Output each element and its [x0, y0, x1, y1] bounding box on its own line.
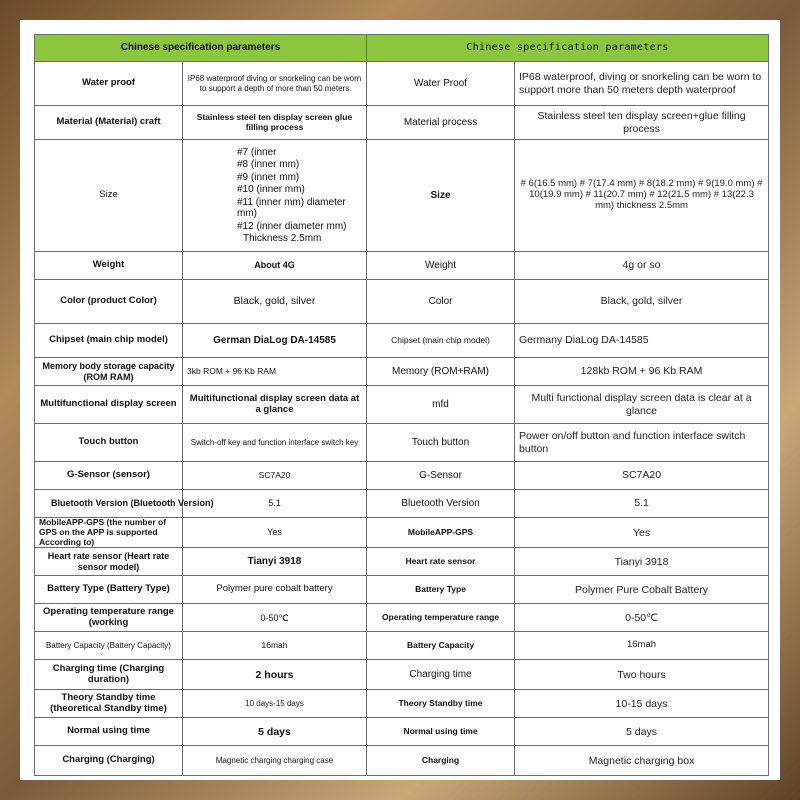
table-row	[35, 424, 769, 462]
row-label-en: Battery Capacity	[367, 632, 515, 660]
row-label: Bluetooth Version (Bluetooth Version)	[35, 490, 183, 518]
row-value: 10 days-15 days	[183, 690, 367, 718]
row-label-en: Charging	[367, 746, 515, 776]
row-value-en: 128kb ROM + 96 Kb RAM	[515, 358, 769, 386]
row-value: 5 days	[183, 718, 367, 746]
row-label: Multifunctional display screen	[35, 386, 183, 424]
row-value-en: 5.1	[515, 490, 769, 518]
row-label-en: Chipset (main chip model)	[367, 324, 515, 358]
size-item: #12 (inner diameter mm)	[237, 220, 347, 232]
row-label: MobileAPP-GPS (the number of GPS on the APP is supported According to)	[35, 518, 183, 548]
size-item: #11 (inner mm) diameter mm)	[237, 196, 346, 219]
row-value: SC7A20	[183, 462, 367, 490]
row-value: Tianyi 3918	[183, 548, 367, 576]
row-label-en: Water Proof	[367, 62, 515, 106]
row-label-en: Memory (ROM+RAM)	[367, 358, 515, 386]
row-label: Touch button	[35, 424, 183, 462]
row-label-en: Bluetooth Version	[367, 490, 515, 518]
row-value-en: 10-15 days	[515, 690, 769, 718]
row-label-en: Battery Type	[367, 576, 515, 604]
row-label: Weight	[35, 252, 183, 280]
row-value-en: Germany DiaLog DA-14585	[515, 324, 769, 358]
header-right: Chinese specification parameters	[367, 35, 769, 62]
row-label: Material (Material) craft	[35, 106, 183, 140]
table-row	[35, 462, 769, 490]
size-item: #8 (inner mm)	[237, 159, 300, 170]
row-label: Water proof	[35, 62, 183, 106]
row-value-en: 4g or so	[515, 252, 769, 280]
row-label: Battery Type (Battery Type)	[35, 576, 183, 604]
row-value-en: # 6(16.5 mm) # 7(17.4 mm) # 8(18.2 mm) # 9(19.0 mm) # 10(19.9 mm) # 11(20.7 mm) # 12(21.5 mm) # 13(22.3 mm) thickness 2.5mm	[515, 140, 769, 252]
row-label-en: Size	[367, 140, 515, 252]
row-label: Charging time (Charging duration)	[35, 660, 183, 690]
size-item: Thickness 2.5mm	[243, 233, 322, 244]
table-row	[35, 690, 769, 718]
row-label: Operating temperature range (working	[35, 604, 183, 632]
row-value: 16mah	[183, 632, 367, 660]
size-item: #10 (inner mm)	[237, 184, 305, 195]
spec-sheet	[20, 20, 780, 780]
header-left: Chinese specification parameters	[35, 35, 367, 62]
size-list	[183, 140, 367, 252]
row-label: Theory Standby time (theoretical Standby time)	[35, 690, 183, 718]
row-value: Yes	[183, 518, 367, 548]
row-label-en: Touch button	[367, 424, 515, 462]
row-value: Multifunctional display screen data at a glance	[183, 386, 367, 424]
row-value: IP68 waterproof diving or snorkeling can be worn to support a depth of more than 50 meters	[183, 62, 367, 106]
row-value: 2 hours	[183, 660, 367, 690]
table-row	[35, 140, 769, 252]
row-value-en: Two hours	[515, 660, 769, 690]
row-value-en: Power on/off button and function interface switch button	[515, 424, 769, 462]
row-label: Normal using time	[35, 718, 183, 746]
row-label-en: Material process	[367, 106, 515, 140]
row-label: Size	[35, 140, 183, 252]
row-value: 0-50℃	[183, 604, 367, 632]
table-row	[35, 324, 769, 358]
row-label-en: Heart rate sensor	[367, 548, 515, 576]
row-value: About 4G	[183, 252, 367, 280]
row-value: 3kb ROM + 96 Kb RAM	[183, 358, 367, 386]
table-row	[35, 490, 769, 518]
row-label: Charging (Charging)	[35, 746, 183, 776]
row-label: Color (product Color)	[35, 280, 183, 324]
table-row	[35, 386, 769, 424]
row-value-en: Black, gold, silver	[515, 280, 769, 324]
row-label-en: Color	[367, 280, 515, 324]
row-value: German DiaLog DA-14585	[183, 324, 367, 358]
table-row	[35, 252, 769, 280]
row-value-en: 5 days	[515, 718, 769, 746]
row-value: Switch-off key and function interface switch key	[183, 424, 367, 462]
row-label: Heart rate sensor (Heart rate sensor model)	[35, 548, 183, 576]
table-row	[35, 548, 769, 576]
row-value-en: Polymer Pure Cobalt Battery	[515, 576, 769, 604]
row-value: Black, gold, silver	[183, 280, 367, 324]
row-label-en: Normal using time	[367, 718, 515, 746]
row-label-en: G-Sensor	[367, 462, 515, 490]
row-label: G-Sensor (sensor)	[35, 462, 183, 490]
spec-table	[34, 34, 769, 776]
row-label-en: MobileAPP-GPS	[367, 518, 515, 548]
row-label-en: Weight	[367, 252, 515, 280]
row-value-en: Tianyi 3918	[515, 548, 769, 576]
row-value-en: IP68 waterproof, diving or snorkeling can be worn to support more than 50 meters depth waterproof	[515, 62, 769, 106]
size-item: #9 (inner mm)	[237, 171, 300, 183]
row-value-en: Stainless steel ten display screen+glue filling process	[515, 106, 769, 140]
table-row	[35, 518, 769, 548]
row-value-en: 16mah	[515, 632, 769, 660]
row-value-en: 0-50℃	[515, 604, 769, 632]
table-row	[35, 604, 769, 632]
table-row	[35, 632, 769, 660]
row-value-en: Magnetic charging box	[515, 746, 769, 776]
row-label-en: mfd	[367, 386, 515, 424]
row-label-en: Operating temperature range	[367, 604, 515, 632]
row-label-en: Charging time	[367, 660, 515, 690]
row-value-en: SC7A20	[515, 462, 769, 490]
row-value-en: Multi functional display screen data is clear at a glance	[515, 386, 769, 424]
row-value: Magnetic charging charging case	[183, 746, 367, 776]
row-label-en: Theory Standby time	[367, 690, 515, 718]
table-row	[35, 576, 769, 604]
row-value: Polymer pure cobalt battery	[183, 576, 367, 604]
row-label: Battery Capacity (Battery Capacity)	[35, 632, 183, 660]
row-label: Chipset (main chip model)	[35, 324, 183, 358]
row-value: Stainless steel ten display screen glue filling process	[183, 106, 367, 140]
table-row	[35, 280, 769, 324]
table-row	[35, 660, 769, 690]
size-item: #7 (inner	[237, 146, 277, 158]
table-row	[35, 718, 769, 746]
row-value-en: Yes	[515, 518, 769, 548]
table-row	[35, 746, 769, 776]
table-row	[35, 106, 769, 140]
table-row	[35, 358, 769, 386]
table-row	[35, 62, 769, 106]
row-value: 5.1	[183, 490, 367, 518]
row-label: Memory body storage capacity (ROM RAM)	[35, 358, 183, 386]
